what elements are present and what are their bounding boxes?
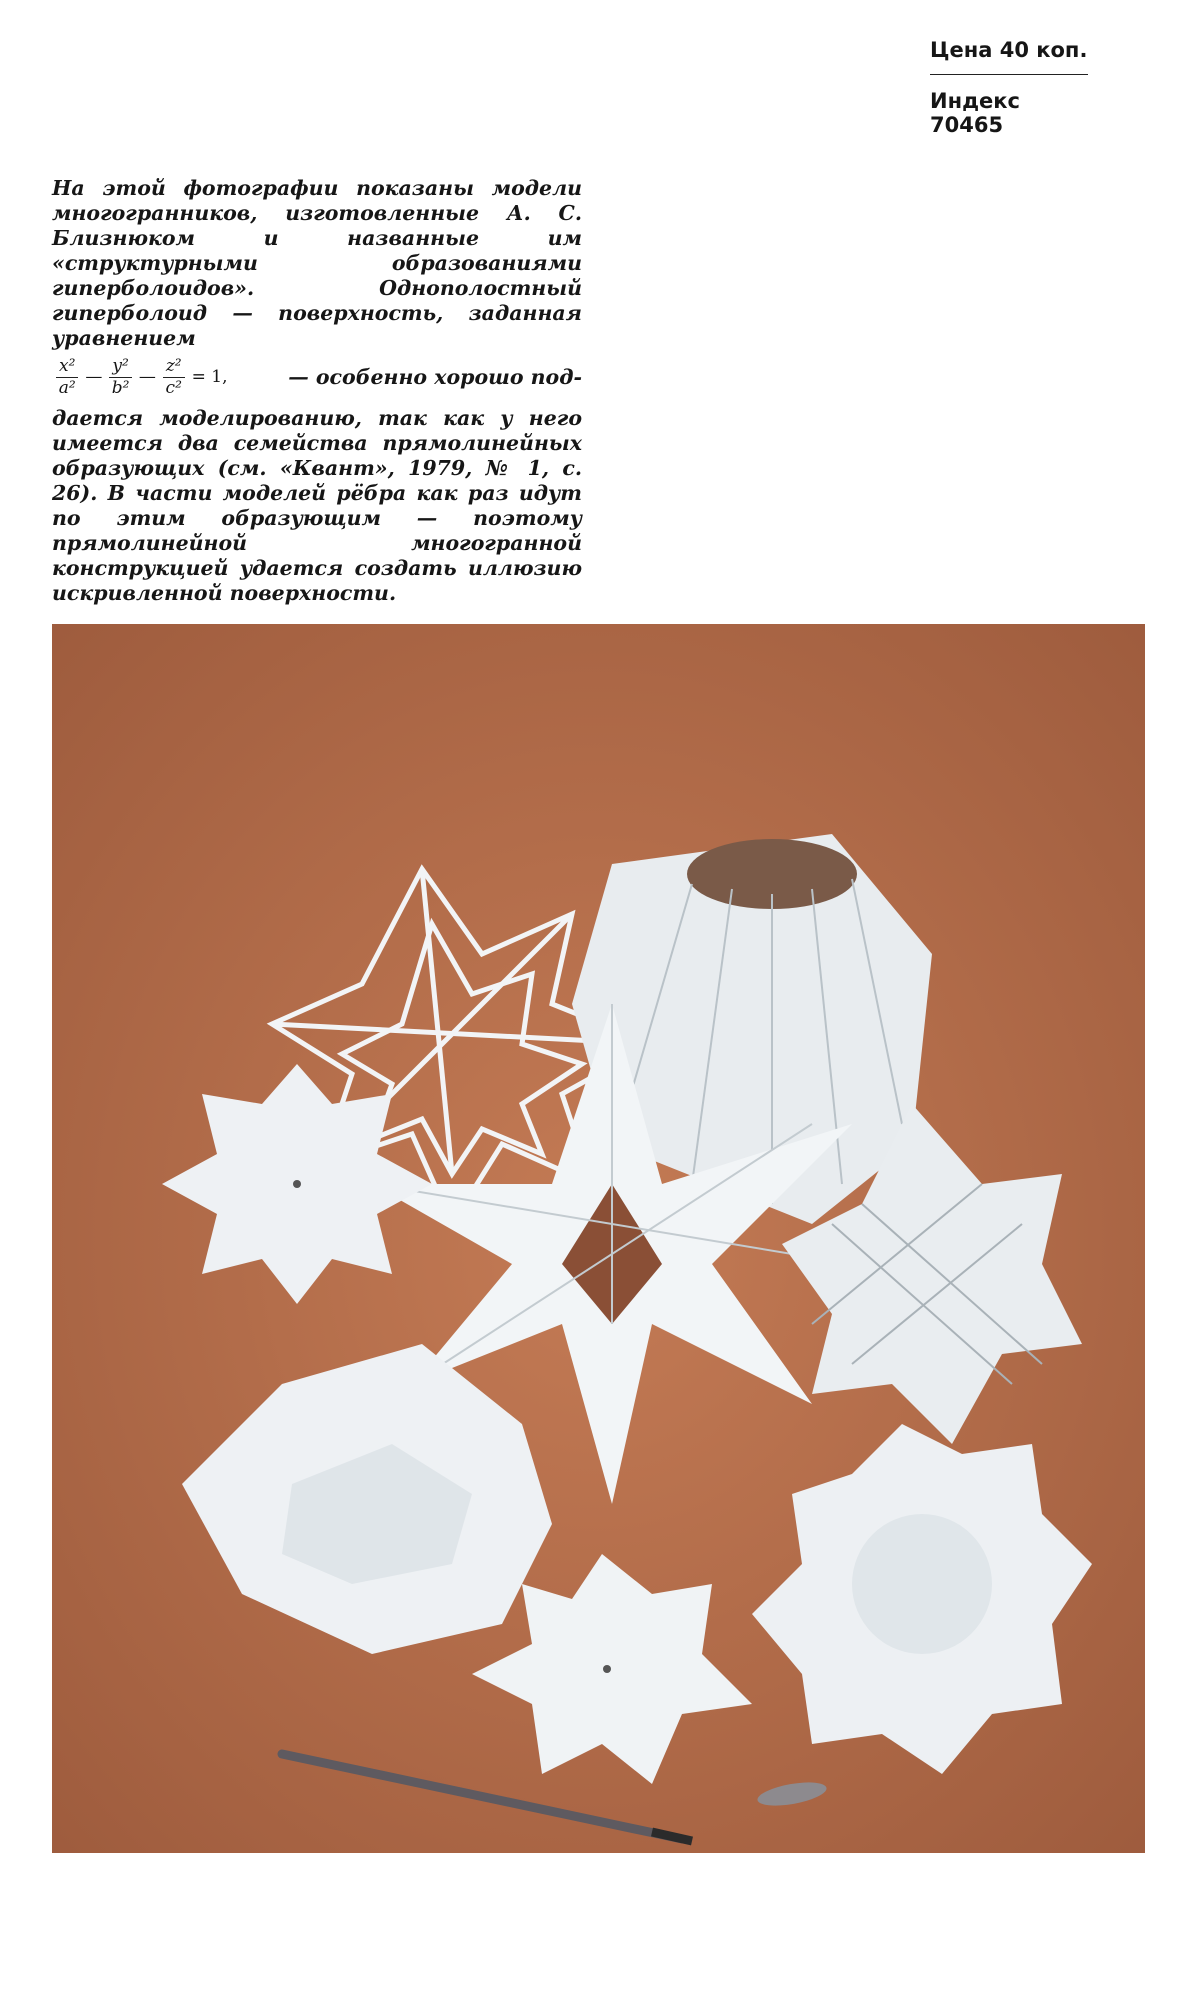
equation-rhs: = 1, bbox=[191, 367, 228, 387]
polyhedra-models-photo bbox=[52, 624, 1145, 1853]
minus-sign: — bbox=[85, 367, 103, 387]
caption-intro: На этой фотографии показаны модели многогранников, изготовленные А. С. Близнюком и названные им «структурными образованиями гиперболоидов». Однополостный гиперболоид — поверхность, заданная уравнением bbox=[52, 176, 582, 350]
hyperboloid-equation bbox=[52, 357, 230, 398]
fraction-y: $\frac{\text{y²}}{\text{b²}}$ bbox=[109, 357, 131, 398]
index-label: Индекс 70465 bbox=[930, 89, 1020, 137]
photo-illustration bbox=[52, 624, 1145, 1853]
price-label: Цена 40 коп. bbox=[930, 38, 1088, 62]
fraction-z: $\frac{\text{z²}}{\text{c²}}$ bbox=[163, 357, 185, 398]
photo-caption bbox=[52, 176, 582, 606]
caption-after-formula: — особенно хорошо под- bbox=[288, 365, 582, 389]
caption-rest: дается моделированию, так как у него имеется два семейства прямолинейных образующих (см. «Квант», 1979, № 1, с. 26). В части моделей рёбра как раз идут по этим образующим — поэтому прямолинейной многогранной конструкцией удается создать иллюзию искривленной поверхности. bbox=[52, 406, 582, 605]
minus-sign: — bbox=[138, 367, 156, 387]
formula-line bbox=[52, 357, 582, 398]
fraction-x: $\frac{\text{x²}}{\text{a²}}$ bbox=[56, 357, 78, 398]
divider bbox=[930, 74, 1088, 75]
price-index-block bbox=[930, 38, 1090, 137]
